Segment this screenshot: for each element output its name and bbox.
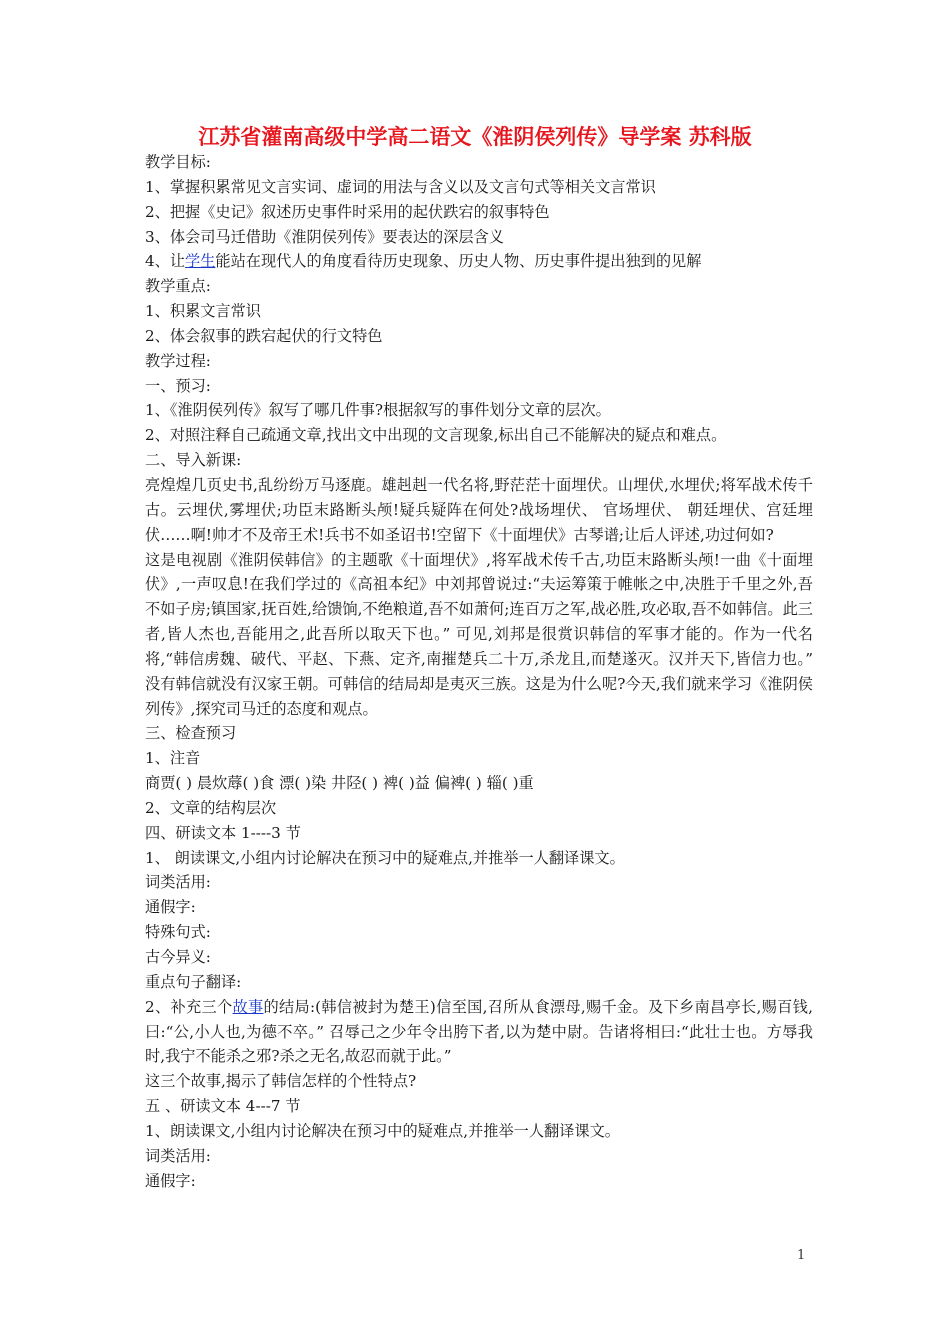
goal-item: 2、把握《史记》叙述历史事件时采用的起伏跌宕的叙事特色 — [145, 202, 550, 221]
pinyin-exercise: 商贾( ) 晨炊蓐( )食 漂( )染 井陉( ) 裨( )益 偏裨( ) 辎( )重 — [145, 774, 534, 793]
intro-poem: 亮煌煌几页史书,乱纷纷万马逐鹿。雄赳赳一代名将,野茫茫十面埋伏。山埋伏,水埋伏;将军战术传千古。云埋伏,雾埋伏;功臣末路断头颅!疑兵疑阵在何处?战场埋伏、 官场埋伏、 朝廷埋伏、宫廷埋伏……啊!帅才不及帝王术!兵书不如圣诏书!空留下《十面埋伏》古琴谱;让后人评述,功过何如? — [145, 475, 813, 544]
field-label: 词类活用: — [145, 1146, 211, 1165]
field-label: 特殊句式: — [145, 923, 211, 942]
field-label: 古今异义: — [145, 948, 211, 966]
study-item: 1、朗读课文,小组内讨论解决在预习中的疑难点,并推举一人翻译课文。 — [145, 1121, 620, 1140]
field-label: 重点句子翻译: — [145, 972, 242, 991]
check-item: 1、注音 — [145, 749, 201, 768]
section-heading: 五 、研读文本 4---7 节 — [145, 1097, 301, 1116]
story-paragraph — [145, 995, 813, 1070]
story-prefix: 2、补充三个 — [145, 997, 233, 1016]
section-heading: 三、检查预习 — [145, 724, 237, 743]
goal-4-prefix: 4、让 — [145, 252, 186, 271]
field-label: 词类活用: — [145, 873, 211, 892]
story-suffix: 的结局:(韩信被封为楚王)信至国,召所从食漂母,赐千金。及下乡南昌亭长,赐百钱,曰:“公,小人也,为德不卒。” 召辱己之少年令出胯下者,以为楚中尉。告诸将相曰:“此壮士也。方辱我时,我宁不能杀之邪?杀之无名,故忍而就于此。” — [145, 997, 813, 1066]
focus-item: 1、积累文言常识 — [145, 302, 261, 321]
page-number: 1 — [797, 1248, 806, 1263]
goal-item — [145, 249, 813, 274]
document-body — [145, 150, 813, 1193]
preview-item: 1、《淮阴侯列传》叙写了哪几件事?根据叙写的事件划分文章的层次。 — [145, 401, 611, 420]
field-label: 通假字: — [145, 1171, 196, 1190]
study-question: 这三个故事,揭示了韩信怎样的个性特点? — [145, 1072, 417, 1091]
document-title: 江苏省灌南高级中学高二语文《淮阴侯列传》导学案 苏科版 — [198, 125, 752, 149]
process-heading: 教学过程: — [145, 351, 211, 370]
check-item: 2、文章的结构层次 — [145, 798, 277, 817]
story-link[interactable]: 故事 — [232, 997, 264, 1016]
section-heading: 一、预习: — [145, 376, 211, 395]
preview-item: 2、对照注释自己疏通文章,找出文中出现的文言现象,标出自己不能解决的疑点和难点。 — [145, 426, 727, 445]
goal-item: 3、体会司马迁借助《淮阴侯列传》要表达的深层含义 — [145, 227, 504, 246]
focus-item: 2、体会叙事的跌宕起伏的行文特色 — [145, 326, 383, 345]
goal-4-suffix: 能站在现代人的角度看待历史现象、历史人物、历史事件提出独到的见解 — [215, 252, 702, 271]
student-link[interactable]: 学生 — [185, 252, 216, 271]
intro-paragraph: 这是电视剧《淮阴侯韩信》的主题歌《十面埋伏》,将军战术传千古,功臣末路断头颅!一曲《十面埋伏》,一声叹息!在我们学过的《高祖本纪》中刘邦曾说过:“夫运筹策于帷帐之中,决胜于千里之外,吾不如子房;镇国家,抚百姓,给馈饷,不绝粮道,吾不如萧何;连百万之军,战必胜,攻必取,吾不如韩信。此三者,皆人杰也,吾能用之,此吾所以取天下也。” 可见,刘邦是很赏识韩信的军事才能的。作为一代名将,“韩信虏魏、破代、平赵、下燕、定齐,南摧楚兵二十万,杀龙且,而楚遂灭。汉并天下,皆信力也。” 没有韩信就没有汉家王朝。可韩信的结局却是夷灭三族。这是为什么呢?今天,我们就来学习《淮阴侯列传》,探究司马迁的态度和观点。 — [145, 550, 813, 718]
goal-item: 1、掌握积累常见文言实词、虚词的用法与含义以及文言句式等相关文言常识 — [145, 177, 656, 196]
focus-heading: 教学重点: — [145, 277, 211, 296]
goals-heading: 教学目标: — [145, 153, 211, 171]
field-label: 通假字: — [145, 898, 196, 917]
section-heading: 四、研读文本 1----3 节 — [145, 823, 301, 842]
section-heading: 二、导入新课: — [145, 451, 242, 470]
study-item: 1、 朗读课文,小组内讨论解决在预习中的疑难点,并推举一人翻译课文。 — [145, 848, 625, 867]
